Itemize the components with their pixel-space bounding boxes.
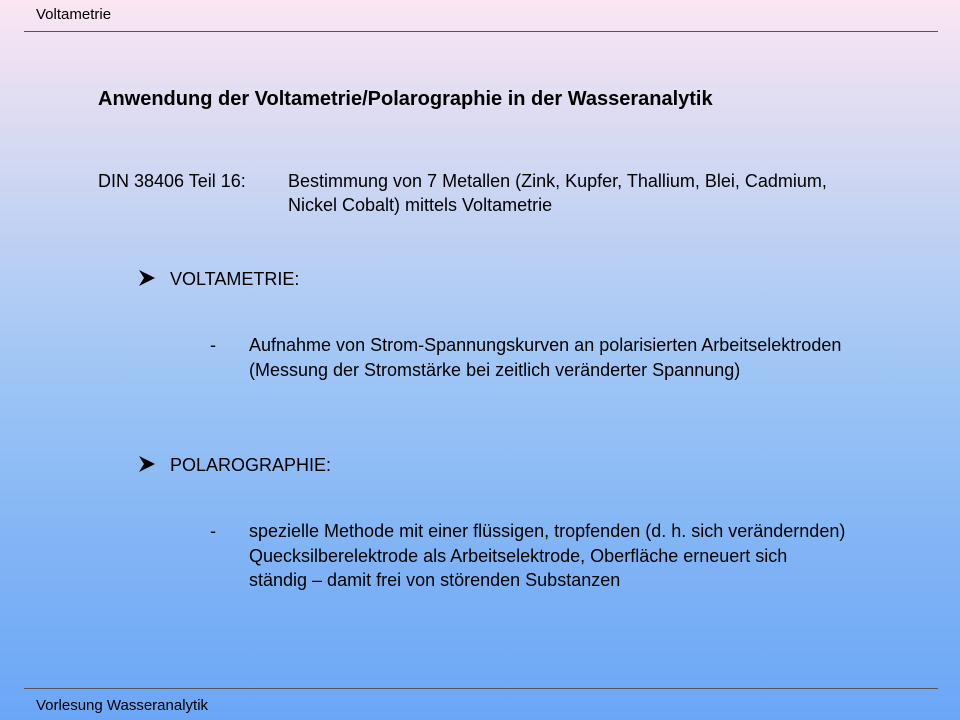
- list-dash: -: [210, 521, 216, 541]
- header-divider: [24, 31, 938, 32]
- section-voltametrie: [138, 267, 299, 291]
- slide-title: Anwendung der Voltametrie/Polarographie in der Wasseranalytik: [98, 88, 713, 110]
- din-standard-description: Bestimmung von 7 Metallen (Zink, Kupfer, Thallium, Blei, Cadmium, Nickel Cobalt) mittels Voltametrie: [288, 171, 827, 215]
- slide-footer: Vorlesung Wasseranalytik: [36, 697, 209, 714]
- section-description: Aufnahme von Strom-Spannungskurven an polarisierten Arbeitselektroden (Messung der Stromstärke bei zeitlich veränderter Spannung): [249, 335, 842, 380]
- section-description: spezielle Methode mit einer flüssigen, tropfenden (d. h. sich verändernden) Quecksilberelektrode als Arbeitselektrode, Oberfläche erneuert sich ständig – damit frei von störenden Substanzen: [249, 521, 846, 590]
- slide-header-title: Voltametrie: [36, 6, 112, 23]
- footer-divider: [24, 688, 938, 689]
- section-label: POLAROGRAPHIE:: [170, 455, 332, 475]
- section-label: VOLTAMETRIE:: [170, 269, 300, 289]
- din-standard-label: DIN 38406 Teil 16:: [98, 171, 246, 191]
- list-dash: -: [210, 335, 216, 355]
- arrowhead-bullet-icon: [138, 455, 156, 473]
- section-polarographie: [138, 453, 331, 477]
- arrowhead-bullet-icon: [138, 269, 156, 287]
